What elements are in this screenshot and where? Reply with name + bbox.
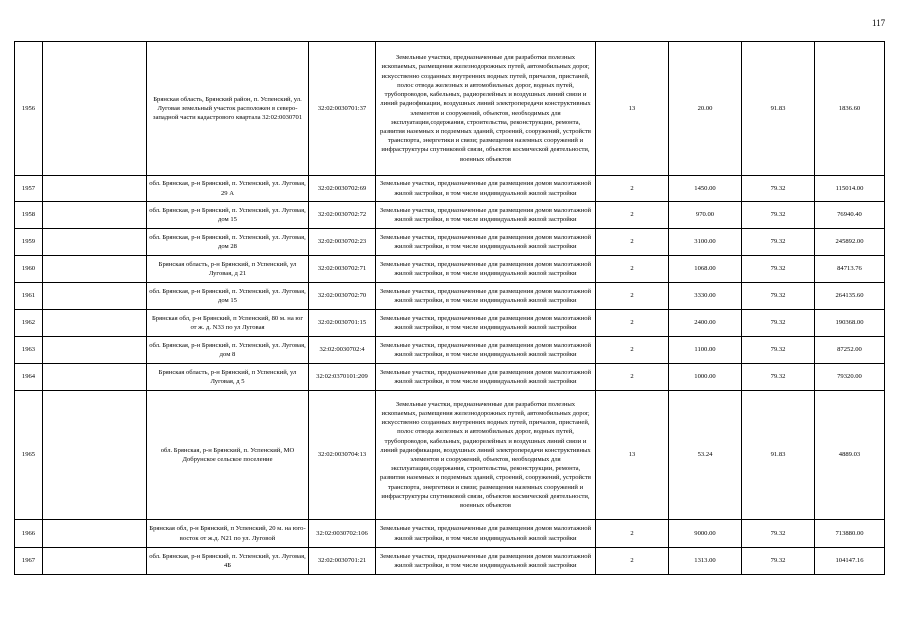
cadastral-number-cell: 32:02:0030702:23 [309,229,376,256]
blank-cell [43,42,147,176]
table-row [15,176,885,202]
cost-cell: 245892.00 [815,229,885,256]
blank-cell [43,310,147,337]
table-row [15,256,885,283]
address-cell: Брянская обл, р-н Брянский, п Успенский, 80 м. на юг от ж. д. N33 по ул Луговая [147,310,309,337]
address-cell: Брянская область, р-н Брянский, п Успенский, ул Луговая, д 5 [147,364,309,391]
blank-cell [43,391,147,520]
category-cell: 2 [596,337,669,364]
cost-cell: 115014.00 [815,176,885,202]
blank-cell [43,256,147,283]
rate-cell: 79.32 [742,548,815,575]
cadastral-number-cell: 32:02:0030704:13 [309,391,376,520]
category-cell: 2 [596,283,669,310]
address-cell: Брянская область, р-н Брянский, п Успенский, ул Луговая, д 21 [147,256,309,283]
land-use-cell: Земельные участки, предназначенные для размещения домов малоэтажной жилой застройки, в том числе индивидуальной жилой застройки [376,202,596,229]
cadastral-number-cell: 32:02:0030702:70 [309,283,376,310]
land-use-cell: Земельные участки, предназначенные для размещения домов малоэтажной жилой застройки, в том числе индивидуальной жилой застройки [376,520,596,548]
cadastral-number-cell: 32:02:0030702:72 [309,202,376,229]
row-number: 1961 [15,283,43,310]
rate-cell: 79.32 [742,256,815,283]
area-cell: 1100.00 [669,337,742,364]
blank-cell [43,283,147,310]
address-cell: обл. Брянская, р-н Брянский, п. Успенский, ул. Луговая, дом 28 [147,229,309,256]
cadastral-number-cell: 32:02:0030702:71 [309,256,376,283]
row-number: 1963 [15,337,43,364]
rate-cell: 79.32 [742,520,815,548]
land-use-cell: Земельные участки, предназначенные для размещения домов малоэтажной жилой застройки, в том числе индивидуальной жилой застройки [376,283,596,310]
address-cell: обл. Брянская, р-н Брянский, п. Успенский, МО Добрунское сельское поселение [147,391,309,520]
row-number: 1965 [15,391,43,520]
category-cell: 13 [596,42,669,176]
row-number: 1967 [15,548,43,575]
area-cell: 1068.00 [669,256,742,283]
cost-cell: 76940.40 [815,202,885,229]
cost-cell: 1836.60 [815,42,885,176]
cost-cell: 264135.60 [815,283,885,310]
row-number: 1957 [15,176,43,202]
address-cell: Брянская область, Брянский район, п. Успенский, ул. Луговая земельный участок расположен в северо-западной части кадастрового квартала 32:02:0030701 [147,42,309,176]
row-number: 1962 [15,310,43,337]
area-cell: 9000.00 [669,520,742,548]
table-row [15,364,885,391]
category-cell: 2 [596,256,669,283]
address-cell: обл. Брянская, р-н Брянский, п. Успенский, ул. Луговая, дом 15 [147,202,309,229]
blank-cell [43,548,147,575]
cadastral-number-cell: 32:02:0030701:37 [309,42,376,176]
cost-cell: 190368.00 [815,310,885,337]
table-row [15,337,885,364]
address-cell: обл. Брянская, р-н Брянский, п. Успенский, ул. Луговая, 4Б [147,548,309,575]
rate-cell: 79.32 [742,283,815,310]
rate-cell: 79.32 [742,176,815,202]
address-cell: обл. Брянская, р-н Брянский, п. Успенский, ул. Луговая, дом 8 [147,337,309,364]
cost-cell: 79320.00 [815,364,885,391]
category-cell: 2 [596,520,669,548]
table-row [15,310,885,337]
land-use-cell: Земельные участки, предназначенные для разработки полезных ископаемых, размещения железнодорожных путей, автомобильных дорог, искусственно созданных внутренних водных путей, причалов, пристаней, полос отвода железных и автомобильных дорог, водных путей, трубопроводов, кабельных, радиорелейных и воздушных линий связи и линий радиофикации, воздушных линий электропередачи конструктивных элементов и сооружений, объектов, необходимых для эксплуатации,содержания, строительства, реконструкции, ремонта, развития наземных и подземных зданий, строений, сооружений, устройств транспорта, энергетики и связи; размещения наземных сооружений и инфраструктуры спутниковой связи, объектов космической деятельности, военных объектов [376,42,596,176]
table-row [15,283,885,310]
area-cell: 970.00 [669,202,742,229]
cost-cell: 87252.00 [815,337,885,364]
address-cell: обл. Брянская, р-н Брянский, п. Успенский, ул. Луговая, 29 А [147,176,309,202]
row-number: 1959 [15,229,43,256]
cadastral-number-cell: 32:02:0030701:15 [309,310,376,337]
row-number: 1956 [15,42,43,176]
cost-cell: 104147.16 [815,548,885,575]
cadastral-number-cell: 32:02:0030702:4 [309,337,376,364]
cost-cell: 713880.00 [815,520,885,548]
land-plots-table [14,41,885,575]
land-use-cell: Земельные участки, предназначенные для размещения домов малоэтажной жилой застройки, в том числе индивидуальной жилой застройки [376,176,596,202]
blank-cell [43,202,147,229]
table-row [15,391,885,520]
rate-cell: 79.32 [742,337,815,364]
land-use-cell: Земельные участки, предназначенные для размещения домов малоэтажной жилой застройки, в том числе индивидуальной жилой застройки [376,548,596,575]
blank-cell [43,520,147,548]
blank-cell [43,176,147,202]
blank-cell [43,229,147,256]
address-cell: Брянская обл, р-н Брянский, п Успенский, 20 м. на юго-восток от ж.д. N21 по ул. Луговой [147,520,309,548]
table-row [15,520,885,548]
cadastral-number-cell: 32:02:0030701:21 [309,548,376,575]
area-cell: 1450.00 [669,176,742,202]
rate-cell: 79.32 [742,310,815,337]
category-cell: 2 [596,229,669,256]
land-use-cell: Земельные участки, предназначенные для разработки полезных ископаемых, размещения железнодорожных путей, автомобильных дорог, искусственно созданных внутренних водных путей, причалов, пристаней, полос отвода железных и автомобильных дорог, водных путей, трубопроводов, кабельных, радиорелейных и воздушных линий связи и линий радиофикации, воздушных линий электропередачи конструктивных элементов и сооружений, объектов, необходимых для эксплуатации,содержания, строительства, реконструкции, ремонта, развития наземных и подземных зданий, строений, сооружений, устройств транспорта, энергетики и связи; размещения наземных сооружений и инфраструктуры спутниковой связи, объектов космической деятельности, военных объектов [376,391,596,520]
blank-cell [43,364,147,391]
table-row [15,202,885,229]
area-cell: 53.24 [669,391,742,520]
rate-cell: 79.32 [742,229,815,256]
table-body [15,42,885,575]
category-cell: 2 [596,176,669,202]
area-cell: 1313.00 [669,548,742,575]
row-number: 1958 [15,202,43,229]
cadastral-number-cell: 32:02:0030702:69 [309,176,376,202]
table-row [15,229,885,256]
category-cell: 2 [596,548,669,575]
area-cell: 20.00 [669,42,742,176]
land-use-cell: Земельные участки, предназначенные для размещения домов малоэтажной жилой застройки, в том числе индивидуальной жилой застройки [376,229,596,256]
cadastral-number-cell: 32:02:0030702:106 [309,520,376,548]
row-number: 1964 [15,364,43,391]
land-use-cell: Земельные участки, предназначенные для размещения домов малоэтажной жилой застройки, в том числе индивидуальной жилой застройки [376,337,596,364]
category-cell: 13 [596,391,669,520]
area-cell: 3100.00 [669,229,742,256]
row-number: 1966 [15,520,43,548]
rate-cell: 79.32 [742,364,815,391]
cost-cell: 84713.76 [815,256,885,283]
table-row [15,42,885,176]
cadastral-number-cell: 32:02:0370101:209 [309,364,376,391]
page-number: 117 [872,18,886,28]
area-cell: 1000.00 [669,364,742,391]
rate-cell: 91.83 [742,391,815,520]
table-row [15,548,885,575]
rate-cell: 79.32 [742,202,815,229]
category-cell: 2 [596,202,669,229]
row-number: 1960 [15,256,43,283]
area-cell: 3330.00 [669,283,742,310]
cost-cell: 4889.03 [815,391,885,520]
category-cell: 2 [596,364,669,391]
land-use-cell: Земельные участки, предназначенные для размещения домов малоэтажной жилой застройки, в том числе индивидуальной жилой застройки [376,364,596,391]
land-use-cell: Земельные участки, предназначенные для размещения домов малоэтажной жилой застройки, в том числе индивидуальной жилой застройки [376,256,596,283]
blank-cell [43,337,147,364]
address-cell: обл. Брянская, р-н Брянский, п. Успенский, ул. Луговая, дом 15 [147,283,309,310]
category-cell: 2 [596,310,669,337]
rate-cell: 91.83 [742,42,815,176]
area-cell: 2400.00 [669,310,742,337]
land-use-cell: Земельные участки, предназначенные для размещения домов малоэтажной жилой застройки, в том числе индивидуальной жилой застройки [376,310,596,337]
